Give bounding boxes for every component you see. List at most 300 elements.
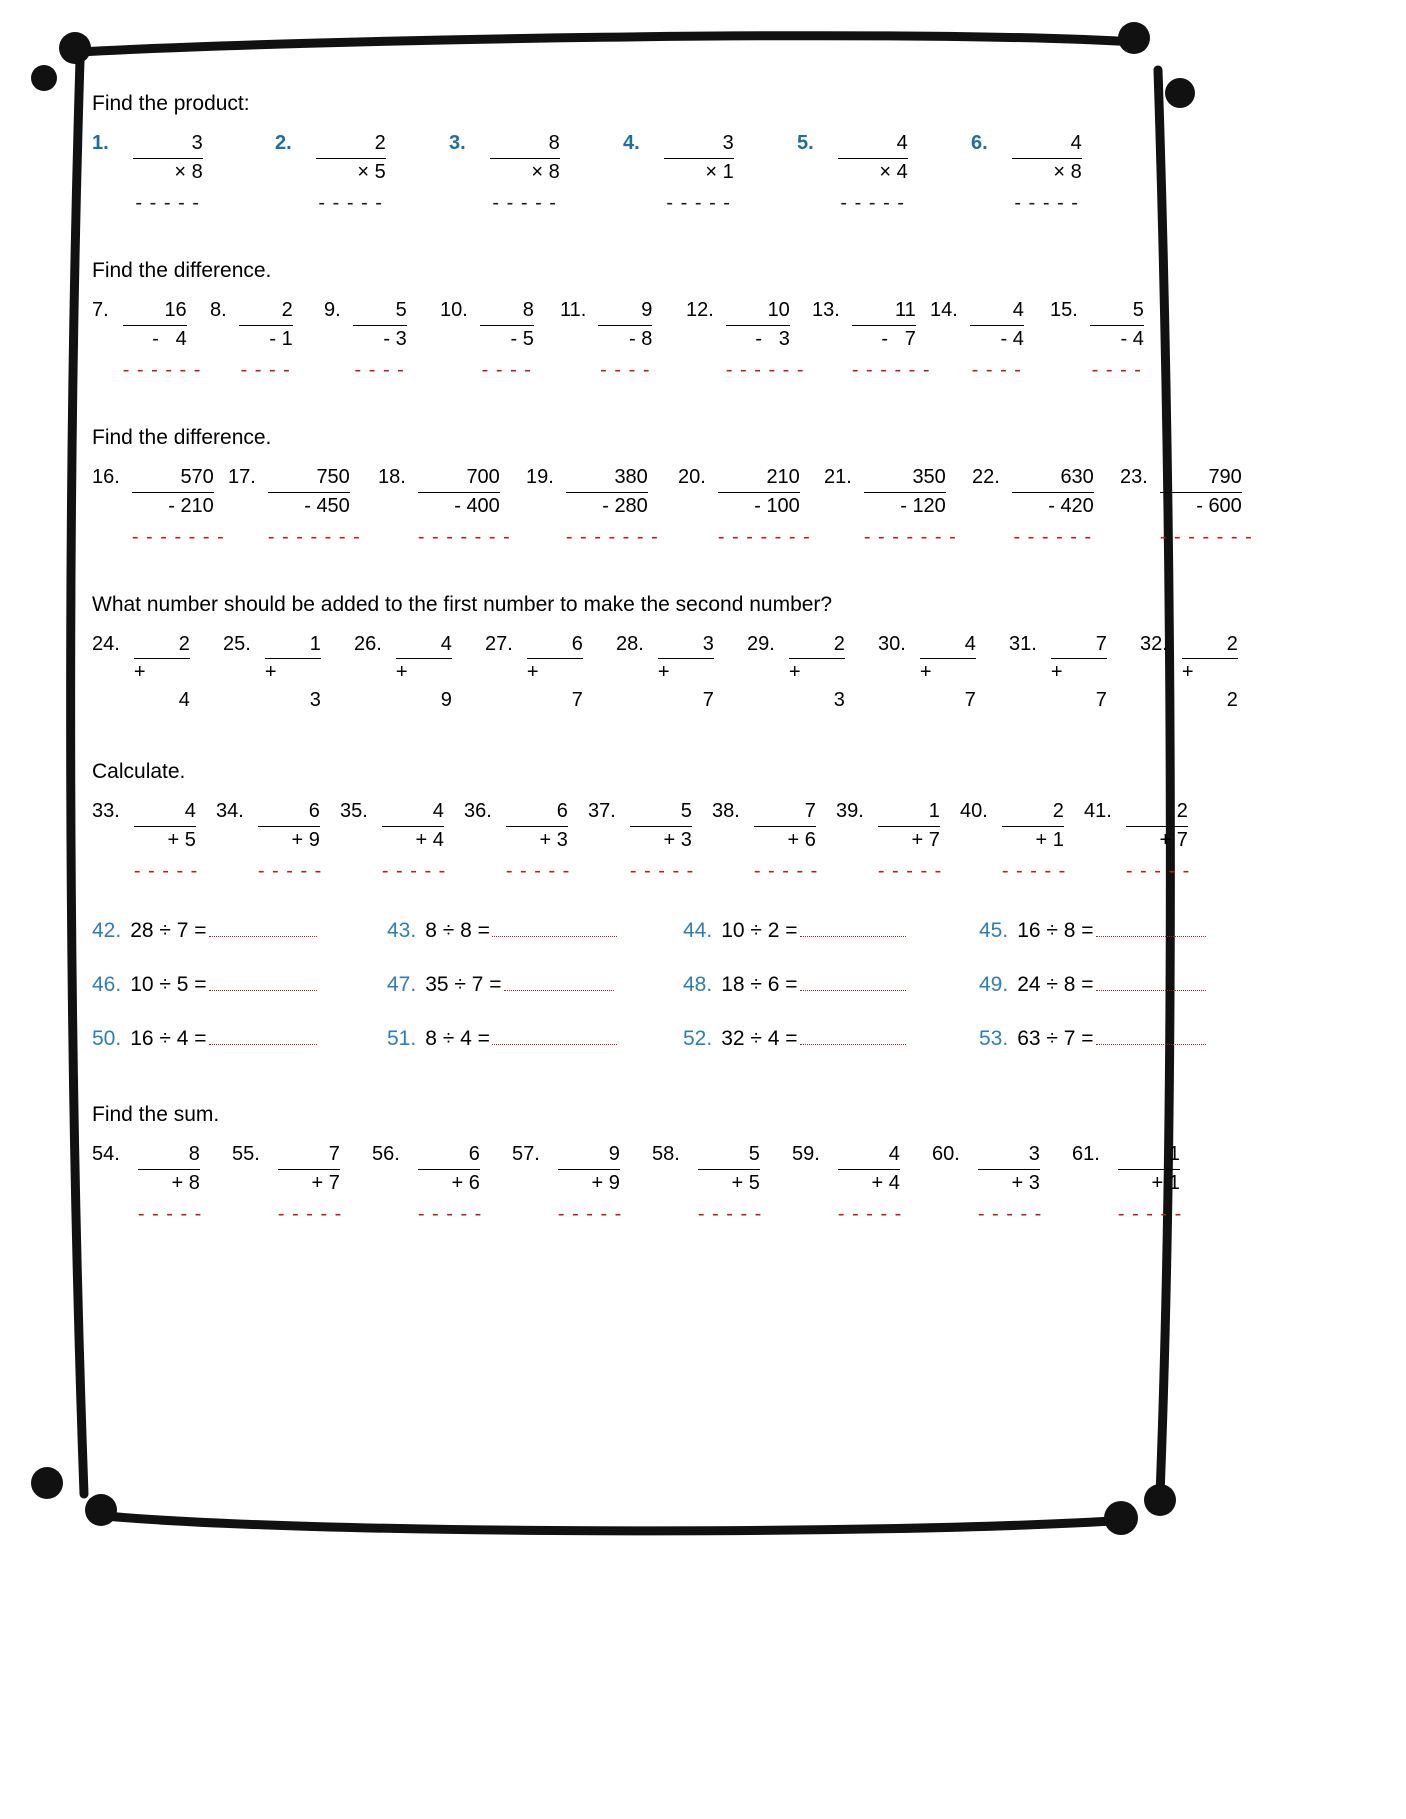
problem-number: 59. [792, 1143, 820, 1165]
operand-top: 4 [432, 800, 444, 822]
operand-top: 7 [1095, 633, 1107, 655]
operand-bottom-value: 100 [766, 495, 800, 517]
operand-bottom-value: 1 [281, 328, 293, 350]
operand-bottom-value: 5 [522, 328, 534, 350]
problem-number: 23. [1120, 466, 1148, 488]
operand-top: 2 [833, 633, 845, 655]
problem-10 [440, 297, 560, 380]
operator: + [264, 661, 277, 683]
problem-21 [824, 464, 972, 547]
operand-bottom-value: 420 [1060, 495, 1094, 517]
answer-dashes[interactable]: - - - - - [417, 1203, 483, 1225]
answer-dashes[interactable]: - - - - - - - [267, 526, 361, 548]
problem-number: 25. [223, 633, 251, 655]
operator: - [900, 495, 907, 517]
problem-number: 8. [210, 299, 227, 321]
section-heading: What number should be added to the first number to make the second number? [92, 593, 833, 616]
answer-dashes[interactable]: - - - - [971, 359, 1022, 381]
operand-bottom [630, 826, 692, 854]
operand-bottom [1012, 492, 1094, 520]
operand-bottom-value: 280 [614, 495, 648, 517]
operator: + [788, 661, 801, 683]
operand-top: 700 [466, 466, 500, 488]
operand-top: 5 [680, 800, 692, 822]
operator: - [152, 328, 159, 350]
answer-blank[interactable] [1096, 1028, 1206, 1045]
operator-blank[interactable] [1182, 658, 1238, 686]
operand-top: 8 [188, 1143, 200, 1165]
section-calculate [92, 760, 1317, 881]
operand-bottom [1002, 826, 1064, 854]
operand-top: 4 [888, 1143, 900, 1165]
problem-49 [979, 973, 1259, 997]
operator: + [731, 1172, 744, 1194]
operand-bottom [258, 826, 320, 854]
operator: + [657, 661, 670, 683]
operand-bottom-value: 3 [556, 829, 568, 851]
operand-top: 1 [1168, 1143, 1180, 1165]
operator-blank[interactable] [789, 658, 845, 686]
problem-27 [485, 631, 616, 714]
operator: + [591, 1172, 604, 1194]
problem-number: 20. [678, 466, 706, 488]
problem-number: 12. [686, 299, 714, 321]
problem-52 [683, 1027, 979, 1051]
operator: + [1050, 661, 1063, 683]
problem-number: 45. [979, 919, 1009, 942]
operator: × [879, 161, 891, 183]
answer-dashes[interactable]: - - - - - - [725, 359, 805, 381]
problem-58 [652, 1141, 792, 1224]
operator: + [1159, 829, 1172, 851]
problem-number: 54. [92, 1143, 120, 1165]
operator-blank[interactable] [658, 658, 714, 686]
problem-number: 32. [1140, 633, 1168, 655]
problem-number: 52. [683, 1027, 713, 1050]
problem-number: 35. [340, 800, 368, 822]
problem-number: 30. [878, 633, 906, 655]
operator-blank[interactable] [396, 658, 452, 686]
operator-blank[interactable] [920, 658, 976, 686]
answer-blank[interactable] [492, 1028, 617, 1045]
problem-row [92, 1141, 1317, 1224]
problem-37 [588, 798, 712, 881]
operand-top: 11 [895, 299, 916, 321]
problem-33 [92, 798, 216, 881]
problem-9 [324, 297, 440, 380]
operand-bottom-value: 8 [191, 161, 203, 183]
expression: 8 ÷ 4 = [425, 1027, 490, 1050]
operand-top: 2 [1176, 800, 1188, 822]
operand-top: 380 [614, 466, 648, 488]
problem-7 [92, 297, 210, 380]
section-find-the-product [92, 92, 1317, 213]
problem-number: 34. [216, 800, 244, 822]
expression: 16 ÷ 8 = [1017, 919, 1094, 942]
answer-blank[interactable] [492, 920, 617, 937]
expression: 24 ÷ 8 = [1017, 973, 1094, 996]
operand-bottom-value: 8 [188, 1172, 200, 1194]
operand-bottom [718, 492, 800, 520]
operand-bottom-value: 120 [912, 495, 946, 517]
operand-bottom [838, 1169, 900, 1197]
target-sum: 4 [178, 689, 190, 711]
operand-bottom [239, 325, 293, 353]
problem-12 [686, 297, 812, 380]
problem-31 [1009, 631, 1140, 714]
problem-number: 3. [449, 132, 466, 154]
operand-bottom-value: 3 [778, 328, 790, 350]
division-problems [92, 919, 1317, 1051]
section-find-the-difference-2 [92, 426, 1317, 547]
operand-bottom-value: 6 [804, 829, 816, 851]
problem-number: 14. [930, 299, 958, 321]
operator-blank[interactable] [527, 658, 583, 686]
target-sum: 7 [702, 689, 714, 711]
problem-56 [372, 1141, 512, 1224]
operator: - [1048, 495, 1055, 517]
problem-54 [92, 1141, 232, 1224]
operand-bottom-value: 450 [316, 495, 350, 517]
problem-50 [92, 1027, 387, 1051]
problem-number: 5. [797, 132, 814, 154]
problem-number: 31. [1009, 633, 1037, 655]
operator: - [1196, 495, 1203, 517]
operand-bottom [838, 158, 908, 186]
operand-bottom-value: 7 [328, 1172, 340, 1194]
operand-bottom-value: 1 [1168, 1172, 1180, 1194]
operand-bottom-value: 7 [1176, 829, 1188, 851]
operand-bottom [134, 826, 196, 854]
problem-45 [979, 919, 1259, 943]
section-heading: Find the product: [92, 92, 250, 115]
operator: - [754, 495, 761, 517]
answer-dashes[interactable]: - - - - [1091, 359, 1142, 381]
problem-41 [1084, 798, 1200, 881]
operator: - [628, 328, 636, 350]
operator: × [357, 161, 369, 183]
problem-29 [747, 631, 878, 714]
problem-40 [960, 798, 1084, 881]
answer-dashes[interactable]: - - - - - - [851, 359, 931, 381]
operand-top: 4 [1012, 299, 1024, 321]
problem-61 [1072, 1141, 1202, 1224]
problem-number: 11. [560, 299, 587, 321]
answer-dashes[interactable]: - - - - - [977, 1203, 1043, 1225]
operand-bottom-value: 5 [374, 161, 386, 183]
operator: - [1120, 328, 1128, 350]
problem-3 [449, 130, 623, 213]
expression: 16 ÷ 4 = [130, 1027, 207, 1050]
target-sum: 7 [571, 689, 583, 711]
section-heading: Find the difference. [92, 426, 272, 449]
operand-top: 4 [896, 132, 908, 154]
problem-number: 33. [92, 800, 120, 822]
operand-bottom-value: 4 [1132, 328, 1144, 350]
operand-bottom [1012, 158, 1082, 186]
answer-dashes[interactable]: - - - - [600, 359, 651, 381]
operand-bottom-value: 3 [1028, 1172, 1040, 1194]
answer-dashes[interactable]: - - - - - - - [1159, 526, 1253, 548]
problem-number: 18. [378, 466, 406, 488]
problem-55 [232, 1141, 372, 1224]
answer-dashes[interactable]: - - - - - [133, 860, 199, 882]
operand-bottom-value: 3 [395, 328, 407, 350]
operand-top: 1 [928, 800, 940, 822]
operator: + [451, 1172, 464, 1194]
operand-bottom-value: 7 [928, 829, 940, 851]
operand-top: 750 [316, 466, 350, 488]
section-find-the-difference-1 [92, 259, 1317, 380]
problem-number: 43. [387, 919, 417, 942]
answer-blank[interactable] [1096, 920, 1206, 937]
problem-22 [972, 464, 1120, 547]
answer-blank[interactable] [800, 974, 906, 991]
problem-16 [92, 464, 228, 547]
operator: - [454, 495, 461, 517]
operand-bottom [278, 1169, 340, 1197]
problem-number: 60. [932, 1143, 960, 1165]
problem-number: 27. [485, 633, 513, 655]
answer-dashes[interactable]: - - - - - [557, 1203, 623, 1225]
operand-top: 630 [1060, 466, 1094, 488]
problem-57 [512, 1141, 652, 1224]
target-sum: 7 [964, 689, 976, 711]
problem-number: 17. [228, 466, 256, 488]
answer-dashes[interactable]: - - - - - - [1013, 526, 1093, 548]
operator: + [911, 829, 924, 851]
division-row [92, 1027, 1317, 1051]
operand-bottom [490, 158, 560, 186]
division-row [92, 919, 1317, 943]
worksheet-body [92, 92, 1317, 1692]
problem-number: 40. [960, 800, 988, 822]
problem-row [92, 297, 1317, 380]
expression: 28 ÷ 7 = [130, 919, 207, 942]
operand-bottom-value: 1 [1052, 829, 1064, 851]
section-heading: Find the sum. [92, 1103, 220, 1126]
problem-51 [387, 1027, 683, 1051]
operator: - [755, 328, 763, 350]
target-sum: 9 [440, 689, 452, 711]
answer-dashes[interactable]: - - - - - [135, 192, 200, 214]
answer-dashes[interactable]: - - - - - [753, 860, 819, 882]
problem-row [92, 130, 1317, 213]
operator: + [526, 661, 539, 683]
operator: + [415, 829, 428, 851]
problem-8 [210, 297, 324, 380]
operand-top: 9 [608, 1143, 620, 1165]
problem-43 [387, 919, 683, 943]
answer-dashes[interactable]: - - - - - [840, 192, 905, 214]
operator: × [1053, 161, 1065, 183]
answer-dashes[interactable]: - - - - - [1125, 860, 1191, 882]
operand-top: 5 [748, 1143, 760, 1165]
operand-bottom [353, 325, 407, 353]
answer-dashes[interactable]: - - - - - - - [565, 526, 659, 548]
problem-17 [228, 464, 378, 547]
target-sum: 3 [309, 689, 321, 711]
problem-number: 41. [1084, 800, 1112, 822]
problem-44 [683, 919, 979, 943]
problem-number: 56. [372, 1143, 400, 1165]
operand-bottom-value: 400 [466, 495, 500, 517]
answer-dashes[interactable]: - - - - - [277, 1203, 343, 1225]
operand-bottom-value: 4 [896, 161, 908, 183]
expression: 63 ÷ 7 = [1017, 1027, 1094, 1050]
answer-dashes[interactable]: - - - - - [257, 860, 323, 882]
target-sum: 7 [1095, 689, 1107, 711]
operator: - [383, 328, 390, 350]
answer-dashes[interactable]: - - - - [240, 359, 291, 381]
operand-top: 2 [281, 299, 293, 321]
operand-bottom-value: 3 [680, 829, 692, 851]
operand-top: 3 [191, 132, 203, 154]
problem-32 [1140, 631, 1260, 714]
operand-bottom [132, 492, 214, 520]
operand-bottom [566, 492, 648, 520]
problem-23 [1120, 464, 1260, 547]
operand-bottom [506, 826, 568, 854]
operand-bottom-value: 7 [904, 328, 916, 350]
problem-number: 16. [92, 466, 120, 488]
operator: + [539, 829, 552, 851]
answer-blank[interactable] [800, 1028, 906, 1045]
problem-number: 36. [464, 800, 492, 822]
operand-bottom [878, 826, 940, 854]
operand-top: 6 [468, 1143, 480, 1165]
operator-blank[interactable] [265, 658, 321, 686]
problem-number: 49. [979, 973, 1009, 996]
operand-bottom-value: 210 [180, 495, 214, 517]
operand-bottom [1090, 325, 1144, 353]
operand-top: 6 [571, 633, 583, 655]
operand-top: 10 [767, 299, 790, 321]
answer-blank[interactable] [209, 974, 317, 991]
operand-bottom [316, 158, 386, 186]
problem-1 [92, 130, 275, 213]
operand-bottom [138, 1169, 200, 1197]
operand-bottom-value: 5 [748, 1172, 760, 1194]
problem-number: 42. [92, 919, 122, 942]
operand-bottom-value: 8 [641, 328, 653, 350]
operator: + [171, 1172, 184, 1194]
operator: - [881, 328, 889, 350]
operator-blank[interactable] [134, 658, 190, 686]
operator: + [133, 661, 146, 683]
operand-top: 2 [1052, 800, 1064, 822]
answer-dashes[interactable]: - - - - - [837, 1203, 903, 1225]
operand-bottom [1118, 1169, 1180, 1197]
answer-dashes[interactable]: - - - - - [137, 1203, 203, 1225]
answer-blank[interactable] [1096, 974, 1206, 991]
operand-bottom [1160, 492, 1242, 520]
problem-2 [275, 130, 449, 213]
answer-dashes[interactable]: - - - - - [697, 1203, 763, 1225]
operand-top: 5 [395, 299, 407, 321]
answer-dashes[interactable]: - - - - [354, 359, 405, 381]
operand-top: 16 [164, 299, 187, 321]
answer-dashes[interactable]: - - - - - [318, 192, 383, 214]
target-sum: 3 [833, 689, 845, 711]
problem-row [92, 464, 1317, 547]
operand-top: 2 [1226, 633, 1238, 655]
operand-bottom [418, 1169, 480, 1197]
answer-blank[interactable] [209, 920, 317, 937]
operator-blank[interactable] [1051, 658, 1107, 686]
problem-39 [836, 798, 960, 881]
answer-dashes[interactable]: - - - - - [666, 192, 731, 214]
operator: - [269, 328, 276, 350]
operand-bottom-value: 4 [888, 1172, 900, 1194]
operand-bottom [1126, 826, 1188, 854]
operator: - [510, 328, 518, 350]
operand-top: 350 [912, 466, 946, 488]
answer-blank[interactable] [800, 920, 906, 937]
answer-dashes[interactable]: - - - - - [381, 860, 447, 882]
answer-dashes[interactable]: - - - - - - - [131, 526, 225, 548]
operand-top: 6 [556, 800, 568, 822]
expression: 10 ÷ 2 = [721, 919, 798, 942]
operand-bottom-value: 4 [432, 829, 444, 851]
answer-dashes[interactable]: - - - - - - [122, 359, 202, 381]
answer-dashes[interactable]: - - - - - - - [417, 526, 511, 548]
operand-top: 8 [522, 299, 534, 321]
operator: + [1011, 1172, 1024, 1194]
problem-5 [797, 130, 971, 213]
section-heading: Find the difference. [92, 259, 272, 282]
operand-bottom [123, 325, 187, 353]
problem-59 [792, 1141, 932, 1224]
problem-26 [354, 631, 485, 714]
operand-bottom-value: 4 [175, 328, 187, 350]
operand-top: 2 [374, 132, 386, 154]
problem-number: 46. [92, 973, 122, 996]
problem-30 [878, 631, 1009, 714]
answer-dashes[interactable]: - - - - - [1014, 192, 1079, 214]
operand-top: 2 [178, 633, 190, 655]
problem-34 [216, 798, 340, 881]
problem-28 [616, 631, 747, 714]
operand-top: 570 [180, 466, 214, 488]
expression: 10 ÷ 5 = [130, 973, 207, 996]
operand-top: 6 [308, 800, 320, 822]
problem-number: 39. [836, 800, 864, 822]
operand-bottom-value: 8 [548, 161, 560, 183]
operand-top: 210 [766, 466, 800, 488]
operand-bottom [382, 826, 444, 854]
problem-number: 2. [275, 132, 292, 154]
answer-dashes[interactable]: - - - - - [1001, 860, 1067, 882]
operator: + [1181, 661, 1194, 683]
operand-top: 790 [1208, 466, 1242, 488]
section-heading: Calculate. [92, 760, 186, 783]
problem-48 [683, 973, 979, 997]
answer-dashes[interactable]: - - - - - - - [717, 526, 811, 548]
problem-number: 26. [354, 633, 382, 655]
answer-dashes[interactable]: - - - - - - - [863, 526, 957, 548]
answer-dashes[interactable]: - - - - - [629, 860, 695, 882]
answer-dashes[interactable]: - - - - - [877, 860, 943, 882]
answer-dashes[interactable]: - - - - - [505, 860, 571, 882]
answer-dashes[interactable]: - - - - - [492, 192, 557, 214]
answer-blank[interactable] [209, 1028, 317, 1045]
answer-dashes[interactable]: - - - - [481, 359, 532, 381]
answer-dashes[interactable]: - - - - - [1117, 1203, 1183, 1225]
problem-number: 38. [712, 800, 740, 822]
answer-blank[interactable] [504, 974, 614, 991]
operand-top: 7 [328, 1143, 340, 1165]
